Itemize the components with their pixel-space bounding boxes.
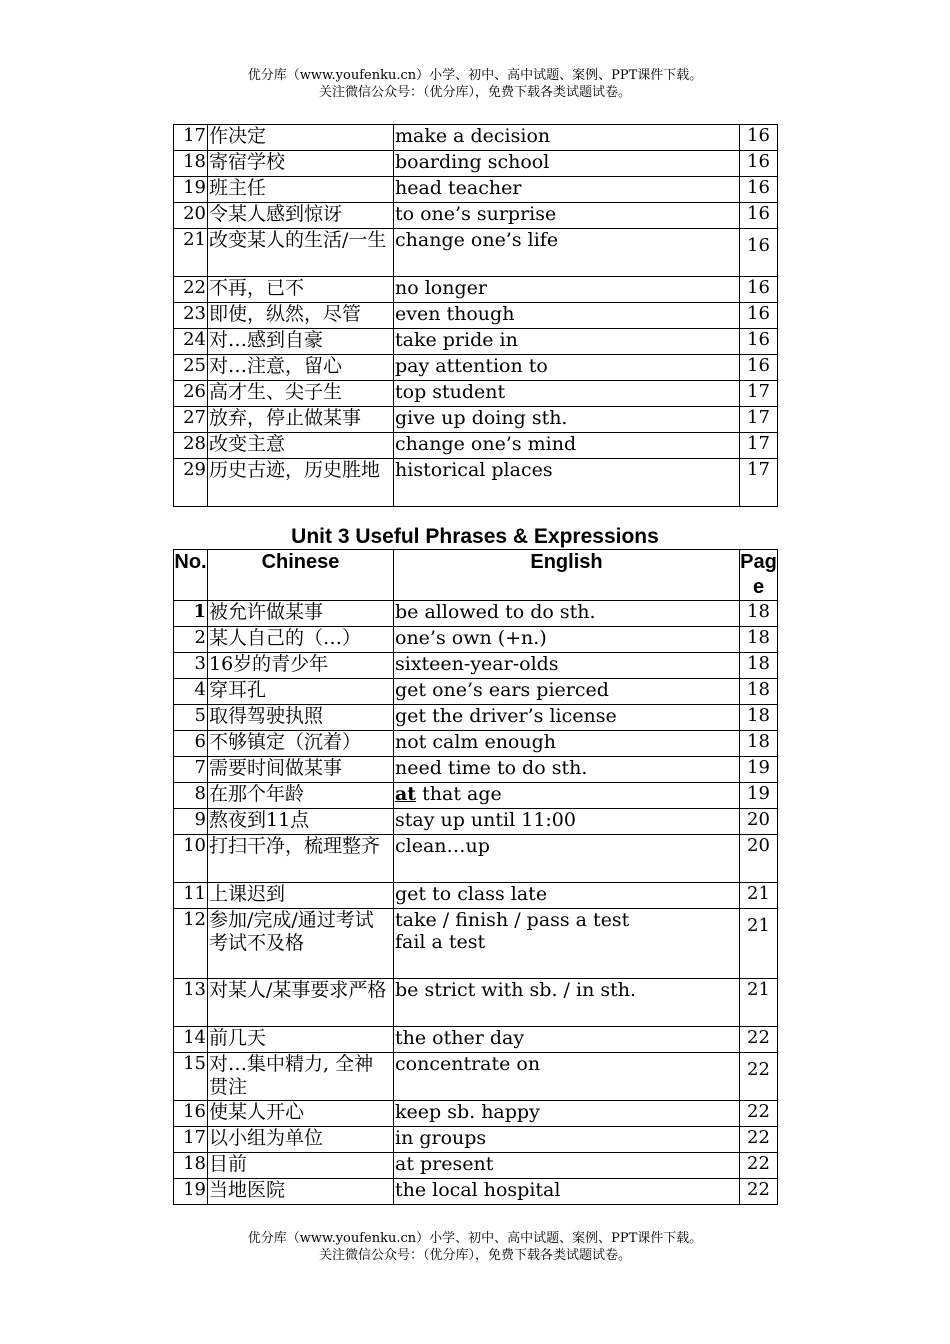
page-number: 18 [740,705,778,731]
header-line-2: 关注微信公众号：（优分库），免费下载各类试题试卷。 [318,85,631,100]
chinese-phrase: 对…注意，留心 [208,355,394,381]
english-phrase-rest: that age [416,783,502,805]
table-row [174,151,778,177]
chinese-phrase: 目前 [208,1153,394,1179]
chinese-phrase: 以小组为单位 [208,1127,394,1153]
page-number: 22 [740,1127,778,1153]
chinese-phrase: 改变主意 [208,433,394,459]
page-number: 22 [740,1101,778,1127]
chinese-phrase: 使某人开心 [208,1101,394,1127]
english-phrase: top student [394,381,740,407]
table-row [174,1153,778,1179]
chinese-phrase: 寄宿学校 [208,151,394,177]
page-number: 17 [740,407,778,433]
page-number: 16 [740,303,778,329]
english-phrase: need time to do sth. [394,757,740,783]
page-number: 18 [740,679,778,705]
table-row [174,177,778,203]
row-number: 15 [174,1053,208,1101]
english-phrase [394,783,740,809]
chinese-phrase: 当地医院 [208,1179,394,1205]
page-number: 19 [740,757,778,783]
english-phrase: no longer [394,277,740,303]
row-number: 11 [174,883,208,909]
chinese-phrase: 对…感到自豪 [208,329,394,355]
row-number: 5 [174,705,208,731]
table-row [174,653,778,679]
english-phrase: in groups [394,1127,740,1153]
chinese-phrase: 穿耳孔 [208,679,394,705]
table-row [174,355,778,381]
row-number: 29 [174,459,208,507]
chinese-phrase: 改变某人的生活/一生 [208,229,394,277]
footer-line-1: 优分库（www.youfenku.cn）小学、初中、高中试题、案例、PPT课件下载。 [247,1231,703,1246]
row-number: 28 [174,433,208,459]
table-row [174,757,778,783]
page-footer [0,1230,950,1264]
page-number: 18 [740,627,778,653]
row-number: 20 [174,203,208,229]
page-number: 16 [740,277,778,303]
page-number: 17 [740,433,778,459]
page-number: 16 [740,203,778,229]
row-number: 12 [174,909,208,979]
page-number: 22 [740,1027,778,1053]
row-number: 19 [174,177,208,203]
page-number: 18 [740,731,778,757]
header-line-1: 优分库（www.youfenku.cn）小学、初中、高中试题、案例、PPT课件下载。 [247,68,703,83]
page-number: 16 [740,229,778,277]
row-number: 3 [174,653,208,679]
english-phrase: one’s own (+n.) [394,627,740,653]
page-number: 18 [740,601,778,627]
chinese-phrase: 需要时间做某事 [208,757,394,783]
page-number: 16 [740,355,778,381]
table-row [174,1053,778,1101]
english-phrase: even though [394,303,740,329]
table-row [174,1027,778,1053]
page-number: 18 [740,653,778,679]
table-row [174,1127,778,1153]
page-number: 21 [740,883,778,909]
unit3-phrase-table [173,549,778,1205]
row-number: 6 [174,731,208,757]
row-number: 8 [174,783,208,809]
chinese-phrase: 不再，已不 [208,277,394,303]
page-number: 20 [740,809,778,835]
row-number: 1 [174,601,208,627]
english-phrase: take pride in [394,329,740,355]
row-number: 19 [174,1179,208,1205]
row-number: 25 [174,355,208,381]
chinese-phrase: 参加/完成/通过考试 考试不及格 [208,909,394,979]
row-number: 17 [174,1127,208,1153]
row-number: 17 [174,125,208,151]
table-row [174,381,778,407]
chinese-phrase: 打扫干净，梳理整齐 [208,835,394,883]
english-phrase: historical places [394,459,740,507]
english-phrase: the local hospital [394,1179,740,1205]
english-phrase: take / finish / pass a test fail a test [394,909,740,979]
english-phrase: make a decision [394,125,740,151]
english-phrase: head teacher [394,177,740,203]
chinese-phrase: 在那个年龄 [208,783,394,809]
chinese-phrase: 16岁的青少年 [208,653,394,679]
row-number: 2 [174,627,208,653]
row-number: 22 [174,277,208,303]
header-no: No. [174,550,208,601]
row-number: 27 [174,407,208,433]
page-number: 22 [740,1153,778,1179]
english-phrase-emphasis: at [395,783,417,805]
chinese-phrase: 即使，纵然，尽管 [208,303,394,329]
table-row [174,203,778,229]
chinese-phrase: 对…集中精力, 全神贯注 [208,1053,394,1101]
chinese-phrase: 被允许做某事 [208,601,394,627]
page-number: 20 [740,835,778,883]
table-row [174,883,778,909]
row-number: 14 [174,1027,208,1053]
table-row [174,459,778,507]
english-phrase: get the driver’s license [394,705,740,731]
row-number: 18 [174,151,208,177]
chinese-phrase: 班主任 [208,177,394,203]
row-number: 7 [174,757,208,783]
page-header [0,67,950,101]
english-phrase: concentrate on [394,1053,740,1101]
row-number: 26 [174,381,208,407]
english-phrase: sixteen-year-olds [394,653,740,679]
row-number: 21 [174,229,208,277]
row-number: 18 [174,1153,208,1179]
row-number: 4 [174,679,208,705]
english-phrase: get one’s ears pierced [394,679,740,705]
chinese-phrase: 上课迟到 [208,883,394,909]
english-phrase: clean…up [394,835,740,883]
chinese-phrase: 某人自己的（…） [208,627,394,653]
chinese-phrase: 取得驾驶执照 [208,705,394,731]
header-chinese: Chinese [208,550,394,601]
chinese-phrase: 高才生、尖子生 [208,381,394,407]
chinese-phrase: 前几天 [208,1027,394,1053]
phrase-table-continued [173,124,778,507]
chinese-phrase: 不够镇定（沉着） [208,731,394,757]
table-row [174,731,778,757]
table-row [174,303,778,329]
table-row [174,229,778,277]
chinese-phrase: 放弃，停止做某事 [208,407,394,433]
chinese-phrase: 令某人感到惊讶 [208,203,394,229]
english-phrase: get to class late [394,883,740,909]
table-row [174,835,778,883]
table-row [174,705,778,731]
table-row [174,809,778,835]
english-phrase: change one’s life [394,229,740,277]
table-row [174,909,778,979]
table-row [174,783,778,809]
row-number: 16 [174,1101,208,1127]
english-phrase: change one’s mind [394,433,740,459]
table-row [174,601,778,627]
english-phrase: the other day [394,1027,740,1053]
table-row [174,125,778,151]
table-row [174,433,778,459]
page-number: 22 [740,1053,778,1101]
chinese-phrase: 对某人/某事要求严格 [208,979,394,1027]
table-row [174,679,778,705]
english-phrase: give up doing sth. [394,407,740,433]
page-number: 16 [740,151,778,177]
row-number: 24 [174,329,208,355]
table-header-row [174,550,778,601]
table-row [174,979,778,1027]
page-number: 21 [740,979,778,1027]
footer-line-2: 关注微信公众号：（优分库），免费下载各类试题试卷。 [318,1248,631,1263]
page-number: 16 [740,177,778,203]
table-row [174,1101,778,1127]
page-number: 17 [740,381,778,407]
row-number: 10 [174,835,208,883]
english-phrase: be allowed to do sth. [394,601,740,627]
table-row [174,329,778,355]
row-number: 13 [174,979,208,1027]
page-number: 16 [740,125,778,151]
page-number: 17 [740,459,778,507]
chinese-phrase: 熬夜到11点 [208,809,394,835]
unit3-title: Unit 3 Useful Phrases & Expressions [291,525,659,548]
row-number: 9 [174,809,208,835]
header-english: English [394,550,740,601]
page-number: 21 [740,909,778,979]
english-phrase: to one’s surprise [394,203,740,229]
english-phrase: at present [394,1153,740,1179]
english-phrase: be strict with sb. / in sth. [394,979,740,1027]
chinese-phrase: 历史古迹，历史胜地 [208,459,394,507]
header-page: Page [740,550,778,601]
row-number: 23 [174,303,208,329]
table-row [174,277,778,303]
english-phrase: stay up until 11:00 [394,809,740,835]
page-number: 22 [740,1179,778,1205]
english-phrase: keep sb. happy [394,1101,740,1127]
page-number: 19 [740,783,778,809]
page-number: 16 [740,329,778,355]
table-row [174,627,778,653]
table-row [174,407,778,433]
english-phrase: boarding school [394,151,740,177]
english-phrase: pay attention to [394,355,740,381]
english-phrase: not calm enough [394,731,740,757]
table-row [174,1179,778,1205]
chinese-phrase: 作决定 [208,125,394,151]
